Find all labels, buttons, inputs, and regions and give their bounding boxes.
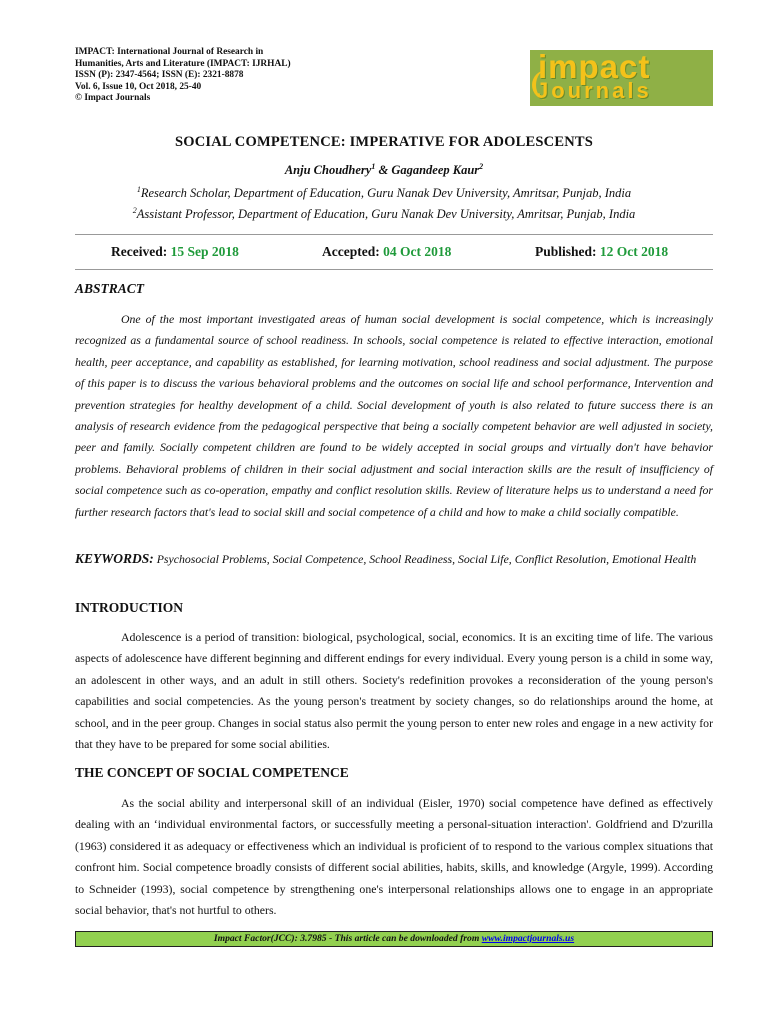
received-label: Received: [111, 244, 171, 259]
keywords-list: Psychosocial Problems, Social Competence, School Readiness, Social Life, Conflict Resolution, Emotional Health [153, 552, 697, 566]
divider-bottom [75, 269, 713, 270]
accepted-date [322, 244, 451, 260]
received-value: 15 Sep 2018 [170, 244, 239, 259]
published-value: 12 Oct 2018 [599, 244, 669, 259]
keywords [75, 548, 713, 570]
accepted-label: Accepted: [322, 244, 384, 259]
affiliation-2-text: Assistant Professor, Department of Education, Guru Nanak Dev University, Amritsar, Punjab, India [136, 207, 636, 221]
author-2-affil-mark: 2 [479, 161, 484, 171]
abstract-body: One of the most important investigated areas of human social development is social competence, which is increasingly recognized as a fundamental source of school readiness. In schools, social competence is related to effective interaction, emotional health, peer acceptance, and capability as established, for learning motivation, school readiness and social adjustment. The purpose of this paper is to discuss the various behavioral problems and the outcomes on social life and school performance, Intervention and prevention strategies for healthy development of a child. Social development of youth is also related to future success there is an analysis of research evidence from the pedagogical perspective that being a socially competent behavior are well adjusted in society, peer and family. Socially competent children are found to be widely accepted in social groups and virtually don't have behavior problems. Behavioral problems of children in their social adjustment and social interaction skills are the result of insufficiency of social competence such as co-operation, empathy and conflict resolution skills. Review of literature helps us to understand a need for further research factors that's lead to social skill and social competence of a child and how to make a child socially compatible. [75, 312, 713, 519]
published-label: Published: [535, 244, 600, 259]
introduction-body: Adolescence is a period of transition: biological, psychological, social, economics. It is an exciting time of life. The various aspects of adolescence have different beginning and different endings for every individual. Every young person is a child in some way, an adolescent in other ways, and an adult in still others. Society's redefinition provokes a reconsideration of the young person's capabilities and social competencies. As the young person's treatment by society changes, so do relationships around the home, at school, and in the peer group. Changes in social status also permit the young person to enter new roles and engage in a new activity for that they have to be prepared for some social abilities. [75, 630, 713, 752]
logo-word-journals: Journals [536, 78, 652, 103]
published-date [535, 244, 668, 260]
journal-name-line2: Humanities, Arts and Literature (IMPACT: IJRHAL) [75, 58, 291, 69]
author-joiner: & [375, 163, 392, 177]
keywords-label: KEYWORDS: [75, 551, 154, 566]
affiliation-1-text: Research Scholar, Department of Education, Guru Nanak Dev University, Amritsar, Punjab, India [140, 186, 632, 200]
footer-link[interactable]: www.impactjournals.us [481, 933, 575, 944]
impact-journals-logo [530, 50, 713, 106]
author-2: Gagandeep Kaur [391, 163, 480, 177]
received-date [111, 244, 239, 260]
affiliation-2 [0, 207, 768, 222]
concept-body: As the social ability and interpersonal skill of an individual (Eisler, 1970) social competence have defined as effectively dealing with an ‘individual environmental factors, or successfully meeting a personal-situation interaction'. Goldfriend and D'zurilla (1963) considered it as adequacy or effectiveness which an individual is proficient of to respond to the various complex situations that confront him. Social competence broadly consists of different social abilities, habits, skills, and knowledge (Argyle, 1999). According to Schneider (1993), social competence by strengthening one's interpersonal relationships allows one to engage in an appropriate social behavior, that's not hurtful to others. [75, 796, 713, 918]
issn-line: ISSN (P): 2347-4564; ISSN (E): 2321-8878 [75, 70, 244, 81]
author-1: Anju Choudhery [284, 163, 372, 177]
concept-heading: THE CONCEPT OF SOCIAL COMPETENCE [75, 765, 349, 780]
author-line [0, 163, 768, 178]
footer-text: Impact Factor(JCC): 3.7985 - This article can be downloaded from [213, 933, 482, 944]
author-1-affil-mark: 1 [371, 161, 376, 171]
divider-top [75, 234, 713, 235]
abstract-heading: ABSTRACT [75, 281, 145, 296]
affiliation-1 [0, 186, 768, 201]
footer-banner [75, 931, 713, 947]
affiliation-2-mark: 2 [132, 205, 137, 215]
copyright-line: © Impact Journals [75, 93, 151, 104]
paper-title: SOCIAL COMPETENCE: IMPERATIVE FOR ADOLESCENTS [174, 134, 594, 150]
journal-header [75, 47, 375, 105]
journal-name-line1: IMPACT: International Journal of Research in [75, 47, 264, 57]
logo-word-impact: impact [538, 50, 651, 85]
introduction-heading: INTRODUCTION [75, 600, 184, 615]
volume-issue-line: Vol. 6, Issue 10, Oct 2018, 25-40 [75, 81, 202, 92]
affiliation-1-mark: 1 [136, 184, 141, 194]
accepted-value: 04 Oct 2018 [383, 244, 452, 259]
